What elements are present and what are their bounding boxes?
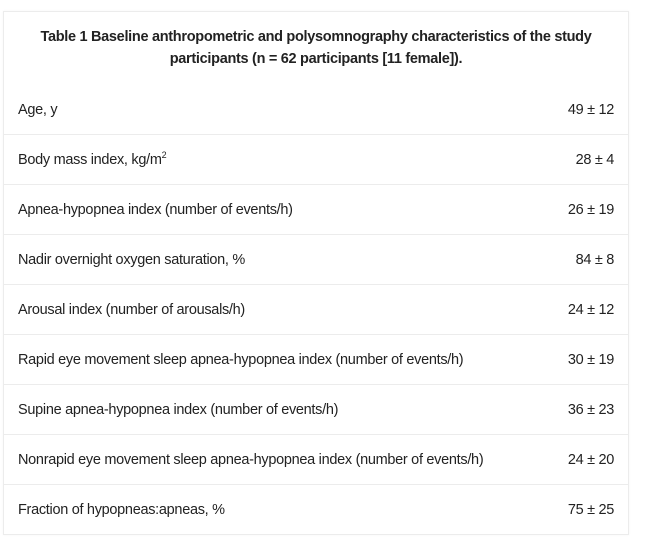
- table-row: [4, 434, 628, 484]
- row-value: 84 ± 8: [575, 251, 614, 268]
- row-value: 49 ± 12: [567, 101, 614, 118]
- row-label: Arousal index (number of arousals/h): [18, 301, 245, 318]
- caption-line-1: Table 1 Baseline anthropometric and polysomnography characteristics of the study: [40, 29, 592, 45]
- table-row: [4, 284, 628, 334]
- row-label: Nadir overnight oxygen saturation, %: [18, 251, 245, 268]
- row-value: 30 ± 19: [567, 351, 614, 368]
- row-value: 28 ± 4: [575, 151, 614, 168]
- row-value: 36 ± 23: [567, 401, 614, 418]
- data-table: [3, 11, 629, 535]
- row-label: Supine apnea-hypopnea index (number of events/h): [18, 401, 339, 418]
- row-label-text: Body mass index, kg/m: [18, 151, 162, 168]
- superscript: 2: [161, 149, 167, 160]
- row-label: [18, 149, 576, 168]
- row-value: 26 ± 19: [567, 201, 614, 218]
- row-label: Rapid eye movement sleep apnea-hypopnea index (number of events/h): [18, 351, 464, 368]
- row-label: Fraction of hypopneas:apneas, %: [18, 501, 225, 518]
- table-row: [4, 234, 628, 284]
- row-label: Age, y: [18, 101, 58, 118]
- table-row: [4, 384, 628, 434]
- table-row: [4, 484, 628, 534]
- table-row: [4, 134, 628, 184]
- row-label: Nonrapid eye movement sleep apnea-hypopnea index (number of events/h): [18, 451, 484, 468]
- row-label: Apnea-hypopnea index (number of events/h): [18, 201, 293, 218]
- table-row: [4, 85, 628, 134]
- table-row: [4, 184, 628, 234]
- row-value: 75 ± 25: [567, 501, 614, 518]
- row-value: 24 ± 12: [567, 301, 614, 318]
- table-row: [4, 334, 628, 384]
- table-caption: [4, 12, 628, 85]
- row-value: 24 ± 20: [567, 451, 614, 468]
- caption-line-2: participants (n = 62 participants [11 female]).: [169, 51, 463, 67]
